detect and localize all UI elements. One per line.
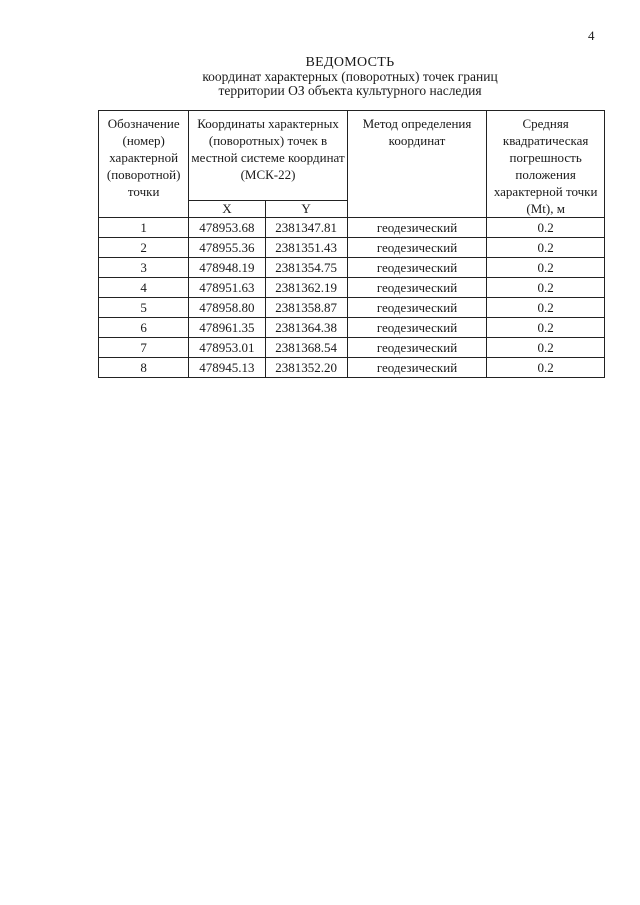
cell-y: 2381354.75	[265, 258, 347, 278]
table-row	[99, 278, 605, 298]
document-title: ВЕДОМОСТЬ	[305, 55, 395, 70]
cell-error: 0.2	[487, 298, 605, 318]
cell-x: 478958.80	[189, 298, 265, 318]
cell-y: 2381351.43	[265, 238, 347, 258]
cell-error: 0.2	[487, 238, 605, 258]
cell-x: 478953.01	[189, 338, 265, 358]
cell-error: 0.2	[487, 318, 605, 338]
cell-y: 2381368.54	[265, 338, 347, 358]
table-row	[99, 318, 605, 338]
cell-point: 3	[99, 258, 189, 278]
cell-error: 0.2	[487, 258, 605, 278]
cell-point: 2	[99, 238, 189, 258]
coordinates-table	[98, 110, 605, 378]
cell-x: 478948.19	[189, 258, 265, 278]
header-coordinates: Координаты характерных (поворотных) точек в местной системе координат (МСК-22)	[189, 111, 347, 201]
cell-method: геодезический	[347, 258, 487, 278]
header-x: X	[189, 200, 265, 217]
cell-point: 8	[99, 358, 189, 378]
document-subtitle-line-2: территории ОЗ объекта культурного наследия	[218, 83, 482, 98]
cell-error: 0.2	[487, 278, 605, 298]
cell-method: геодезический	[347, 358, 487, 378]
header-y: Y	[265, 200, 347, 217]
cell-error: 0.2	[487, 338, 605, 358]
cell-point: 7	[99, 338, 189, 358]
header-point-designation: Обозначение (номер) характерной (поворотной) точки	[99, 111, 189, 218]
header-row	[99, 111, 605, 201]
cell-x: 478953.68	[189, 218, 265, 238]
page-number: 4	[588, 28, 595, 43]
cell-y: 2381347.81	[265, 218, 347, 238]
table-row	[99, 358, 605, 378]
cell-y: 2381358.87	[265, 298, 347, 318]
cell-error: 0.2	[487, 358, 605, 378]
cell-point: 5	[99, 298, 189, 318]
cell-method: геодезический	[347, 298, 487, 318]
cell-point: 4	[99, 278, 189, 298]
table-row	[99, 218, 605, 238]
header-method: Метод определения координат	[347, 111, 487, 218]
header-mean-error: Средняя квадратическая погрешность положения характерной точки (Mt), м	[487, 111, 605, 218]
table-body	[99, 218, 605, 378]
cell-error: 0.2	[487, 218, 605, 238]
document-subtitle-line-1: координат характерных (поворотных) точек границ	[202, 69, 498, 84]
cell-method: геодезический	[347, 278, 487, 298]
cell-method: геодезический	[347, 318, 487, 338]
table-row	[99, 298, 605, 318]
cell-y: 2381364.38	[265, 318, 347, 338]
cell-x: 478945.13	[189, 358, 265, 378]
cell-point: 1	[99, 218, 189, 238]
table-row	[99, 238, 605, 258]
cell-point: 6	[99, 318, 189, 338]
cell-method: геодезический	[347, 338, 487, 358]
table-row	[99, 338, 605, 358]
cell-y: 2381352.20	[265, 358, 347, 378]
cell-x: 478951.63	[189, 278, 265, 298]
table-header	[99, 111, 605, 218]
cell-y: 2381362.19	[265, 278, 347, 298]
table-row	[99, 258, 605, 278]
cell-method: геодезический	[347, 238, 487, 258]
cell-method: геодезический	[347, 218, 487, 238]
document-heading	[100, 56, 600, 98]
cell-x: 478955.36	[189, 238, 265, 258]
cell-x: 478961.35	[189, 318, 265, 338]
